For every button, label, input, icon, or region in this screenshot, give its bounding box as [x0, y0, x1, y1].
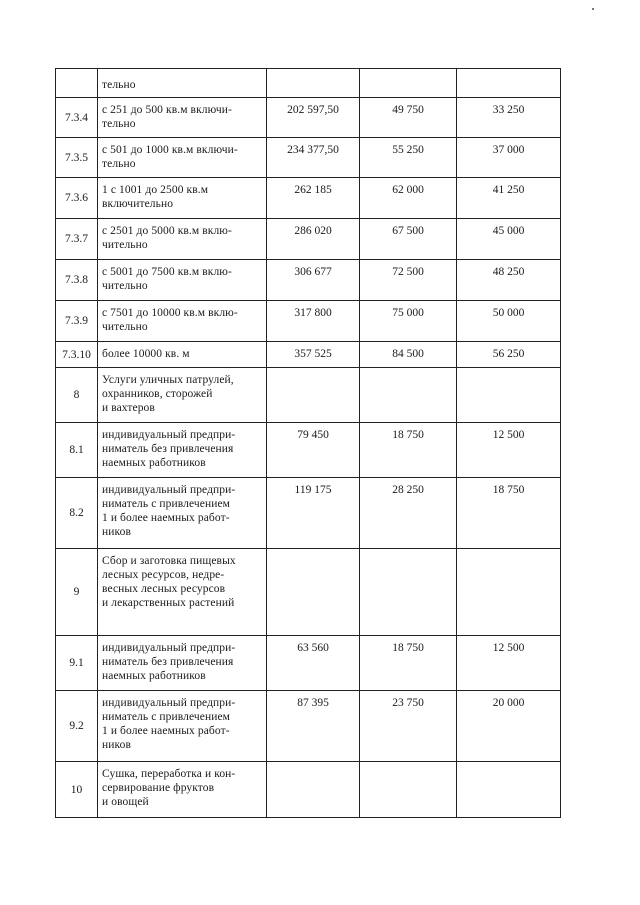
row-value-3: 41 250	[457, 178, 561, 219]
row-number: 9.1	[56, 636, 98, 691]
row-description-text: с 251 до 500 кв.м включи- тельно	[102, 104, 232, 130]
table-row	[56, 301, 561, 342]
row-description-text: Сбор и заготовка пищевых лесных ресурсов, недре- весных лесных ресурсов и лекарственных растений	[102, 555, 236, 609]
row-value-3: 48 250	[457, 260, 561, 301]
row-description-text: Услуги уличных патрулей, охранников, сторожей и вахтеров	[102, 374, 234, 414]
row-value-1	[267, 762, 360, 818]
row-description	[98, 636, 267, 691]
table-row	[56, 423, 561, 478]
row-number: 7.3.8	[56, 260, 98, 301]
row-value-2	[360, 69, 457, 98]
tariff-table	[55, 68, 561, 818]
row-description-text: индивидуальный предпри- ниматель без привлечения наемных работников	[102, 429, 236, 469]
row-value-2: 23 750	[360, 691, 457, 762]
row-value-1	[267, 368, 360, 423]
table-row	[56, 636, 561, 691]
row-description-text: индивидуальный предпри- ниматель с привлечением 1 и более наемных работ- ников	[102, 484, 236, 538]
table-row	[56, 478, 561, 549]
row-description	[98, 762, 267, 818]
row-value-3: 33 250	[457, 98, 561, 138]
row-value-1: 79 450	[267, 423, 360, 478]
row-value-3: 45 000	[457, 219, 561, 260]
row-number: 7.3.10	[56, 342, 98, 368]
row-description-text: тельно	[102, 79, 136, 91]
table-row	[56, 98, 561, 138]
table-row	[56, 69, 561, 98]
row-value-2: 18 750	[360, 636, 457, 691]
row-description-text: Сушка, переработка и кон- сервирование фруктов и овощей	[102, 768, 236, 808]
row-value-3: 37 000	[457, 138, 561, 178]
row-description	[98, 178, 267, 219]
row-value-3	[457, 69, 561, 98]
row-value-2: 67 500	[360, 219, 457, 260]
row-value-3: 12 500	[457, 636, 561, 691]
row-value-3: 18 750	[457, 478, 561, 549]
row-value-2: 72 500	[360, 260, 457, 301]
row-description	[98, 98, 267, 138]
row-number: 7.3.4	[56, 98, 98, 138]
table-row	[56, 342, 561, 368]
row-value-2: 49 750	[360, 98, 457, 138]
table-row	[56, 368, 561, 423]
row-description-text: индивидуальный предпри- ниматель без привлечения наемных работников	[102, 642, 236, 682]
tariff-table-body	[56, 69, 561, 818]
table-row	[56, 260, 561, 301]
row-value-1: 357 525	[267, 342, 360, 368]
row-value-1: 317 800	[267, 301, 360, 342]
row-number: 7.3.6	[56, 178, 98, 219]
row-value-2: 55 250	[360, 138, 457, 178]
row-description-text: с 2501 до 5000 кв.м вклю- чительно	[102, 225, 232, 251]
row-number: 9	[56, 549, 98, 636]
row-value-3: 56 250	[457, 342, 561, 368]
row-description-text: индивидуальный предпри- ниматель с привлечением 1 и более наемных работ- ников	[102, 697, 236, 751]
row-number: 7.3.5	[56, 138, 98, 178]
row-description	[98, 549, 267, 636]
row-description-text: более 10000 кв. м	[102, 348, 190, 360]
row-description	[98, 138, 267, 178]
row-number	[56, 69, 98, 98]
row-value-1: 119 175	[267, 478, 360, 549]
row-value-1: 202 597,50	[267, 98, 360, 138]
row-value-2: 62 000	[360, 178, 457, 219]
row-description	[98, 342, 267, 368]
row-value-3	[457, 762, 561, 818]
row-value-1: 306 677	[267, 260, 360, 301]
row-value-2: 75 000	[360, 301, 457, 342]
row-description-text: 1 с 1001 до 2500 кв.м включительно	[102, 184, 209, 210]
row-number: 7.3.9	[56, 301, 98, 342]
table-row	[56, 219, 561, 260]
row-value-1: 87 395	[267, 691, 360, 762]
row-description	[98, 219, 267, 260]
row-value-1: 234 377,50	[267, 138, 360, 178]
table-row	[56, 178, 561, 219]
row-value-2	[360, 368, 457, 423]
row-description-text: с 7501 до 10000 кв.м вклю- чительно	[102, 307, 238, 333]
row-description	[98, 301, 267, 342]
row-value-2	[360, 762, 457, 818]
row-value-3: 12 500	[457, 423, 561, 478]
row-description-text: с 5001 до 7500 кв.м вклю- чительно	[102, 266, 232, 292]
row-value-3	[457, 549, 561, 636]
row-description	[98, 478, 267, 549]
row-number: 8.2	[56, 478, 98, 549]
row-value-1: 262 185	[267, 178, 360, 219]
row-value-2: 84 500	[360, 342, 457, 368]
row-description	[98, 260, 267, 301]
row-number: 7.3.7	[56, 219, 98, 260]
table-row	[56, 691, 561, 762]
row-number: 9.2	[56, 691, 98, 762]
row-description	[98, 423, 267, 478]
row-value-3: 20 000	[457, 691, 561, 762]
row-value-2: 18 750	[360, 423, 457, 478]
row-value-1	[267, 549, 360, 636]
row-value-1: 63 560	[267, 636, 360, 691]
row-value-1	[267, 69, 360, 98]
row-description	[98, 368, 267, 423]
row-description-text: с 501 до 1000 кв.м включи- тельно	[102, 144, 238, 170]
row-description	[98, 69, 267, 98]
row-value-2	[360, 549, 457, 636]
row-number: 8.1	[56, 423, 98, 478]
row-description	[98, 691, 267, 762]
table-row	[56, 138, 561, 178]
row-value-3: 50 000	[457, 301, 561, 342]
table-row	[56, 549, 561, 636]
row-value-1: 286 020	[267, 219, 360, 260]
row-value-2: 28 250	[360, 478, 457, 549]
row-number: 10	[56, 762, 98, 818]
row-value-3	[457, 368, 561, 423]
table-row	[56, 762, 561, 818]
row-number: 8	[56, 368, 98, 423]
scan-dot	[592, 8, 594, 10]
